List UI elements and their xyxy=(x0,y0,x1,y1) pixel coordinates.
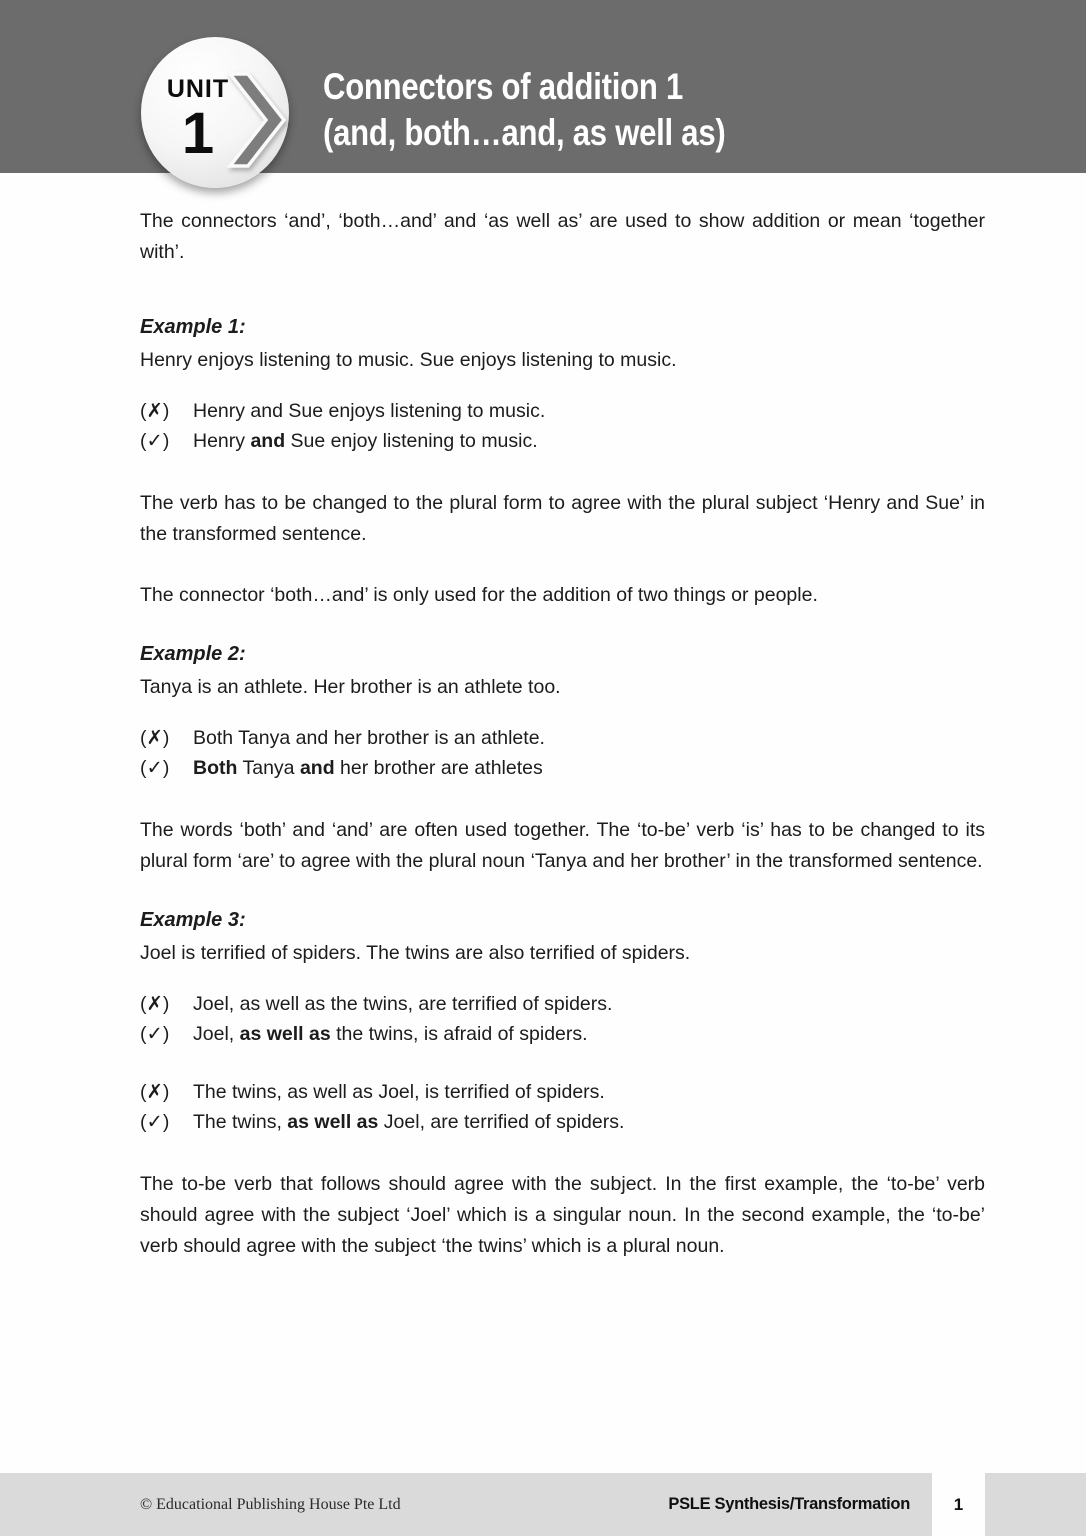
example1-wrong-sentence: Henry and Sue enjoys listening to music. xyxy=(193,400,546,422)
example2-rows xyxy=(140,723,985,783)
example3-rows xyxy=(140,989,985,1137)
example3-source-sentence: Joel is terrified of spiders. The twins are also terrified of spiders. xyxy=(140,942,691,964)
check-mark: (✓) xyxy=(140,430,170,452)
example2-correct-row xyxy=(140,753,985,783)
lesson-content xyxy=(140,206,985,1262)
unit-number: 1 xyxy=(181,101,215,166)
example1-correct-sentence: Henry and Sue enjoy listening to music. xyxy=(193,430,538,452)
example1-wrong-row xyxy=(140,396,985,426)
page-footer xyxy=(0,1473,1086,1536)
example2-wrong-sentence: Both Tanya and her brother is an athlete. xyxy=(193,727,545,749)
example2-note: The words ‘both’ and ‘and’ are often used together. The ‘to-be’ verb ‘is’ has to be changed to its plural form ‘are’ to agree with the plural noun ‘Tanya and her brother’ in the transformed sentence. xyxy=(140,819,985,872)
example1-correct-row xyxy=(140,426,985,456)
example3-wrong-sentence-1: Joel, as well as the twins, are terrified of spiders. xyxy=(193,993,613,1015)
example3-correct-sentence-1: Joel, as well as the twins, is afraid of spiders. xyxy=(193,1023,588,1045)
cross-mark: (✗) xyxy=(140,993,170,1015)
unit-label: UNIT xyxy=(166,75,230,103)
example3-correct-row-1 xyxy=(140,1019,985,1049)
example3-wrong-row-2 xyxy=(140,1077,985,1107)
example1-heading: Example 1: xyxy=(140,316,246,338)
example3-correct-row-2 xyxy=(140,1107,985,1137)
footer-band-left xyxy=(0,1473,932,1536)
example3-note: The to-be verb that follows should agree with the subject. In the first example, the ‘to-be’ verb should agree with the subject ‘Joel’ which is a singular noun. In the second example, the ‘to-be’ verb should agree with the subject ‘the twins’ which is a plural noun. xyxy=(140,1173,985,1257)
page-title-line2: (and, both…and, as well as) xyxy=(323,112,726,153)
example2-correct-sentence: Both Tanya and her brother are athletes xyxy=(193,757,543,779)
check-mark: (✓) xyxy=(140,1023,170,1045)
example3-correct-sentence-2: The twins, as well as Joel, are terrified of spiders. xyxy=(193,1111,625,1133)
series-title: PSLE Synthesis/Transformation xyxy=(668,1495,910,1513)
check-mark: (✓) xyxy=(140,757,170,779)
example1-note2: The connector ‘both…and’ is only used for the addition of two things or people. xyxy=(140,584,818,606)
cross-mark: (✗) xyxy=(140,400,170,422)
unit-badge xyxy=(141,37,289,188)
page-title-line1: Connectors of addition 1 xyxy=(323,66,684,107)
check-mark: (✓) xyxy=(140,1111,170,1133)
example3-wrong-sentence-2: The twins, as well as Joel, is terrified of spiders. xyxy=(193,1081,605,1103)
copyright-text: © Educational Publishing House Pte Ltd xyxy=(140,1495,401,1513)
example2-source-sentence: Tanya is an athlete. Her brother is an athlete too. xyxy=(140,676,561,698)
footer-band-right xyxy=(985,1473,1086,1536)
example1-note1: The verb has to be changed to the plural form to agree with the plural subject ‘Henry and Sue’ in the transformed sentence. xyxy=(140,492,985,545)
example3-heading: Example 3: xyxy=(140,909,246,931)
page-title xyxy=(323,64,725,156)
chevron-right-icon xyxy=(227,71,287,169)
cross-mark: (✗) xyxy=(140,727,170,749)
page-number: 1 xyxy=(932,1473,985,1536)
example1-source-sentence: Henry enjoys listening to music. Sue enjoys listening to music. xyxy=(140,349,677,371)
cross-mark: (✗) xyxy=(140,1081,170,1103)
example1-rows xyxy=(140,396,985,456)
example2-wrong-row xyxy=(140,723,985,753)
example3-wrong-row-1 xyxy=(140,989,985,1019)
example2-heading: Example 2: xyxy=(140,643,246,665)
intro-paragraph: The connectors ‘and’, ‘both…and’ and ‘as well as’ are used to show addition or mean ‘together with’. xyxy=(140,210,985,263)
